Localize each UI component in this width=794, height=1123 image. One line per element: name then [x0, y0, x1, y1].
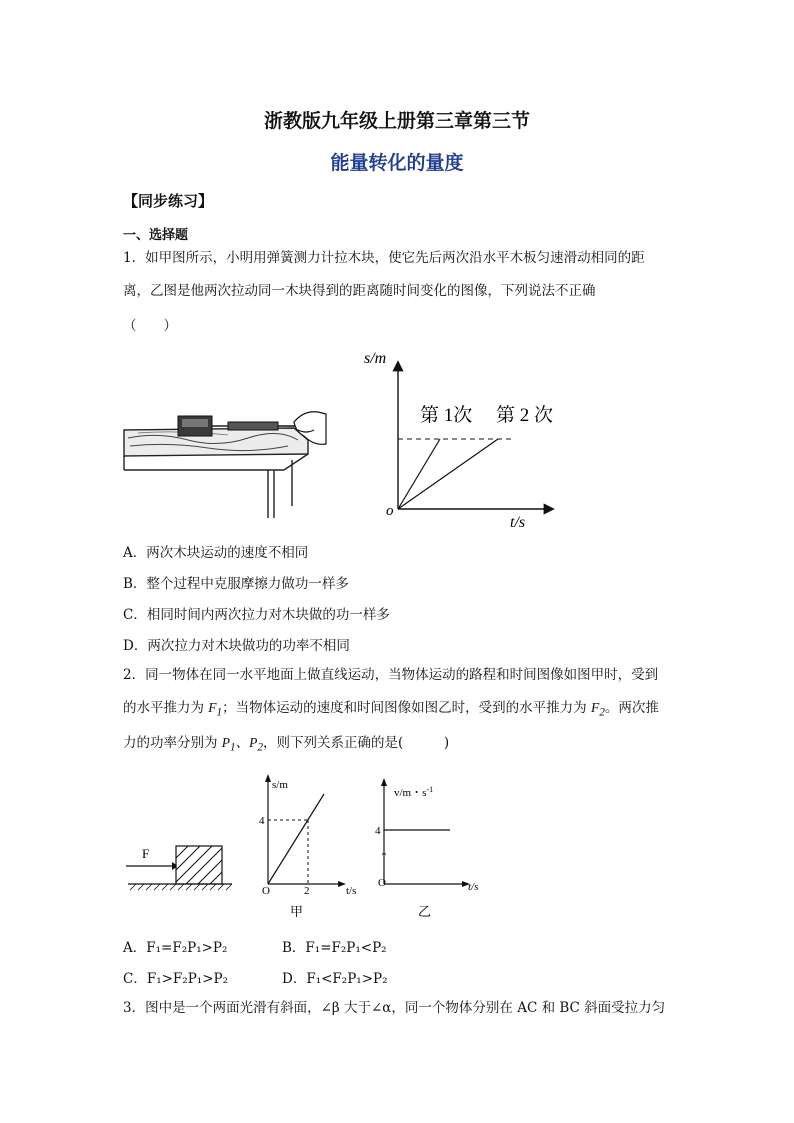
jia-y-tick: 4	[259, 815, 265, 827]
q1-stem-line1: 1．如甲图所示，小明用弹簧测力计拉木块，使它先后两次沿水平木板匀速滑动相同的距	[123, 250, 645, 266]
q2-option-c: C．F₁>F₂P₁>P₂	[123, 971, 229, 987]
symbol-f1: $F_1$	[208, 700, 223, 719]
series-second-pull	[398, 439, 498, 509]
section-heading: 【同步练习】	[123, 192, 214, 210]
jia-origin-label: O	[262, 885, 270, 897]
q2-line2-text-c: 。两次推	[604, 700, 659, 716]
document-title: 浙教版九年级上册第三章第三节	[263, 110, 530, 132]
q1-option-c: C．相同时间内两次拉力对木块做的功一样多	[123, 607, 390, 623]
force-label: F	[142, 846, 150, 861]
q2-option-b: B．F₁=F₂P₁<P₂	[282, 940, 387, 956]
q2-graph-jia	[250, 772, 370, 922]
jia-x-axis-label: t/s	[346, 885, 357, 897]
yi-origin-label: O	[378, 877, 386, 889]
table-illustration	[124, 428, 308, 518]
q2-line3-text-a: 力的功率分别为	[123, 735, 222, 751]
q2-stem-line1: 2．同一物体在同一水平地面上做直线运动，当物体运动的路程和时间图像如图甲时，受到	[123, 667, 659, 683]
subsection-heading: 一、选择题	[123, 228, 189, 243]
symbol-f2: $F_2$	[590, 700, 605, 719]
x-axis-label: t/s	[510, 514, 526, 530]
document-subtitle: 能量转化的量度	[330, 152, 464, 174]
jia-series-line	[268, 794, 324, 884]
wooden-block	[178, 416, 212, 436]
yi-x-axis-label: t/s	[468, 881, 479, 893]
jia-x-tick: 2	[304, 885, 310, 897]
symbol-p1-p2: $P_1$、$P_2$	[221, 735, 264, 754]
legend-second-pull: 第 2 次	[496, 405, 554, 426]
q2-force-diagram	[120, 838, 240, 892]
q3-stem-line1: 3．图中是一个两面光滑有斜面，∠β 大于∠α，同一个物体分别在 AC 和 BC 斜面受拉力匀	[123, 1000, 666, 1016]
q2-stem-line2	[123, 698, 683, 723]
q2-line3-text-b: ，则下列关系正确的是( )	[263, 735, 450, 751]
ground-surface	[128, 884, 232, 890]
q2-option-d: D．F₁<F₂P₁>P₂	[282, 971, 388, 987]
legend-first-pull: 第 1次	[420, 405, 473, 426]
yi-y-axis-label: v/m・$s^{-1}$	[394, 785, 434, 799]
q1-option-b: B．整个过程中克服摩擦力做功一样多	[123, 576, 349, 592]
q1-figure-jia	[118, 400, 328, 520]
origin-label: o	[386, 503, 394, 519]
q2-line2-text-b: ；当物体运动的速度和时间图像如图乙时，受到的水平推力为	[222, 700, 591, 716]
q2-stem-line3	[123, 733, 683, 758]
yi-caption: 乙	[418, 904, 432, 919]
q1-stem-line2: 离，乙图是他两次拉动同一木块得到的距离随时间变化的图像，下列说法不正确	[123, 283, 596, 299]
jia-caption: 甲	[290, 904, 304, 919]
q2-line2-text-a: 的水平推力为	[123, 700, 209, 716]
series-first-pull	[398, 439, 440, 509]
y-axis-label: s/m	[364, 350, 387, 367]
q1-st-graph	[360, 345, 560, 530]
q1-option-a: A．两次木块运动的速度不相同	[123, 545, 309, 561]
yi-y-tick: 4	[375, 825, 381, 837]
q1-option-d: D．两次拉力对木块做功的功率不相同	[123, 638, 350, 654]
hatched-block	[176, 846, 222, 884]
jia-y-axis-label: s/m	[272, 779, 288, 791]
q2-graph-yi	[370, 772, 490, 922]
q1-answer-blank: （ ）	[123, 318, 177, 334]
q2-option-a: A．F₁=F₂P₁>P₂	[123, 940, 228, 956]
